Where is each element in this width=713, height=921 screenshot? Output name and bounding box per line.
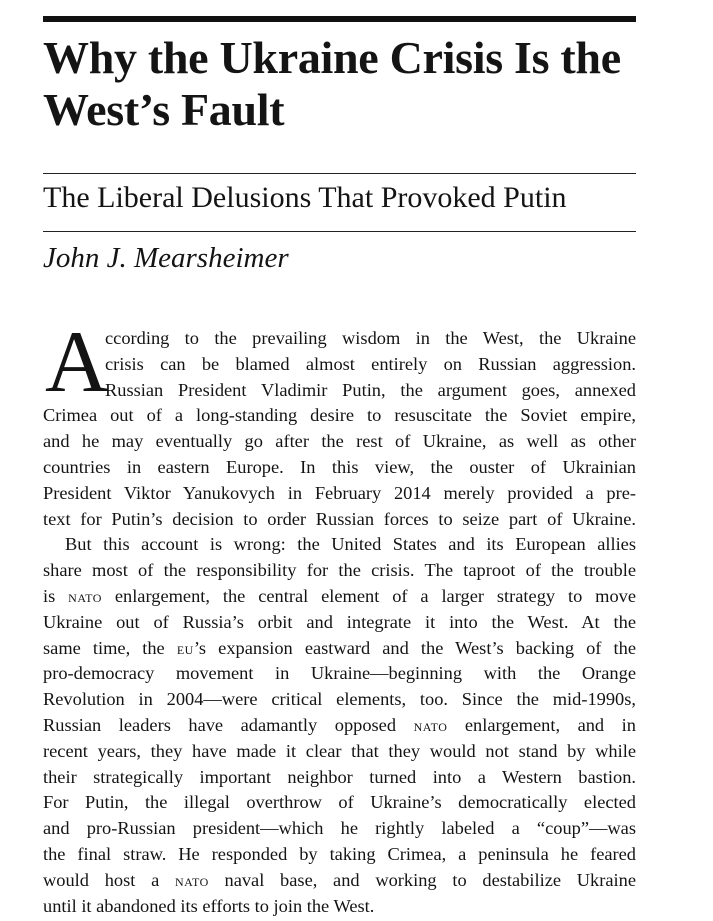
text-line: their strategically important neighbor turned into a Western bastion. bbox=[43, 766, 636, 787]
drop-cap: A bbox=[45, 314, 109, 411]
article-subtitle: The Liberal Delusions That Provoked Putin bbox=[43, 181, 567, 214]
text-line: For Putin, the illegal overthrow of Ukraine’s democratically elected bbox=[43, 792, 636, 813]
nato-abbrev: nato bbox=[174, 870, 209, 890]
nato-abbrev: nato bbox=[68, 586, 102, 606]
top-rule bbox=[43, 16, 636, 22]
text-line: Russian President Vladimir Putin, the argument goes, annexed bbox=[105, 379, 636, 400]
text-line: the final straw. He responded by taking Crimea, a peninsula he feared bbox=[43, 843, 636, 864]
subtitle-bottom-rule bbox=[43, 231, 636, 232]
text-line: Revolution in 2004—were critical elements, too. Since the mid-1990s, bbox=[43, 689, 636, 710]
text-line: ccording to the prevailing wisdom in the West, the Ukraine bbox=[105, 328, 636, 348]
text-line: share most of the responsibility for the crisis. The taproot of the trouble bbox=[43, 560, 636, 581]
nato-abbrev: nato bbox=[413, 715, 448, 735]
text-line: Russian leaders have adamantly opposed nato enlargement, and in bbox=[43, 714, 636, 735]
text-line: until it abandoned its efforts to join the West. bbox=[43, 895, 375, 916]
text-line: countries in eastern Europe. In this view, the ouster of Ukrainian bbox=[43, 456, 636, 477]
paragraph-1 bbox=[43, 314, 636, 532]
article-title: Why the Ukraine Crisis Is the West’s Fault bbox=[43, 32, 621, 135]
eu-abbrev: eu bbox=[176, 638, 194, 658]
author-byline: John J. Mearsheimer bbox=[43, 242, 289, 274]
text-line: President Viktor Yanukovych in February 2014 merely provided a pre- bbox=[43, 482, 636, 503]
text-line: Crimea out of a long-standing desire to resuscitate the Soviet empire, bbox=[43, 405, 636, 426]
text-line: and pro-Russian president—which he rightly labeled a “coup”—was bbox=[43, 818, 636, 839]
text-line: crisis can be blamed almost entirely on Russian aggression. bbox=[105, 353, 636, 374]
text-line: would host a nato naval base, and working to destabilize Ukraine bbox=[43, 869, 636, 890]
text-line: Ukraine out of Russia’s orbit and integrate it into the West. At the bbox=[43, 611, 636, 632]
subtitle-top-rule bbox=[43, 173, 636, 174]
paragraph-2 bbox=[43, 532, 636, 919]
article-body bbox=[43, 314, 636, 919]
text-line: is nato enlargement, the central element of a larger strategy to move bbox=[43, 585, 636, 606]
text-line: pro-democracy movement in Ukraine—beginning with the Orange bbox=[43, 663, 636, 684]
text-line: text for Putin’s decision to order Russian forces to seize part of Ukraine. bbox=[43, 508, 636, 529]
text-line: But this account is wrong: the United States and its European allies bbox=[65, 534, 636, 555]
text-line: and he may eventually go after the rest of Ukraine, as well as other bbox=[43, 431, 636, 452]
text-line: recent years, they have made it clear that they would not stand by while bbox=[43, 740, 636, 761]
text-line: same time, the eu’s expansion eastward and the West’s backing of the bbox=[43, 637, 636, 658]
